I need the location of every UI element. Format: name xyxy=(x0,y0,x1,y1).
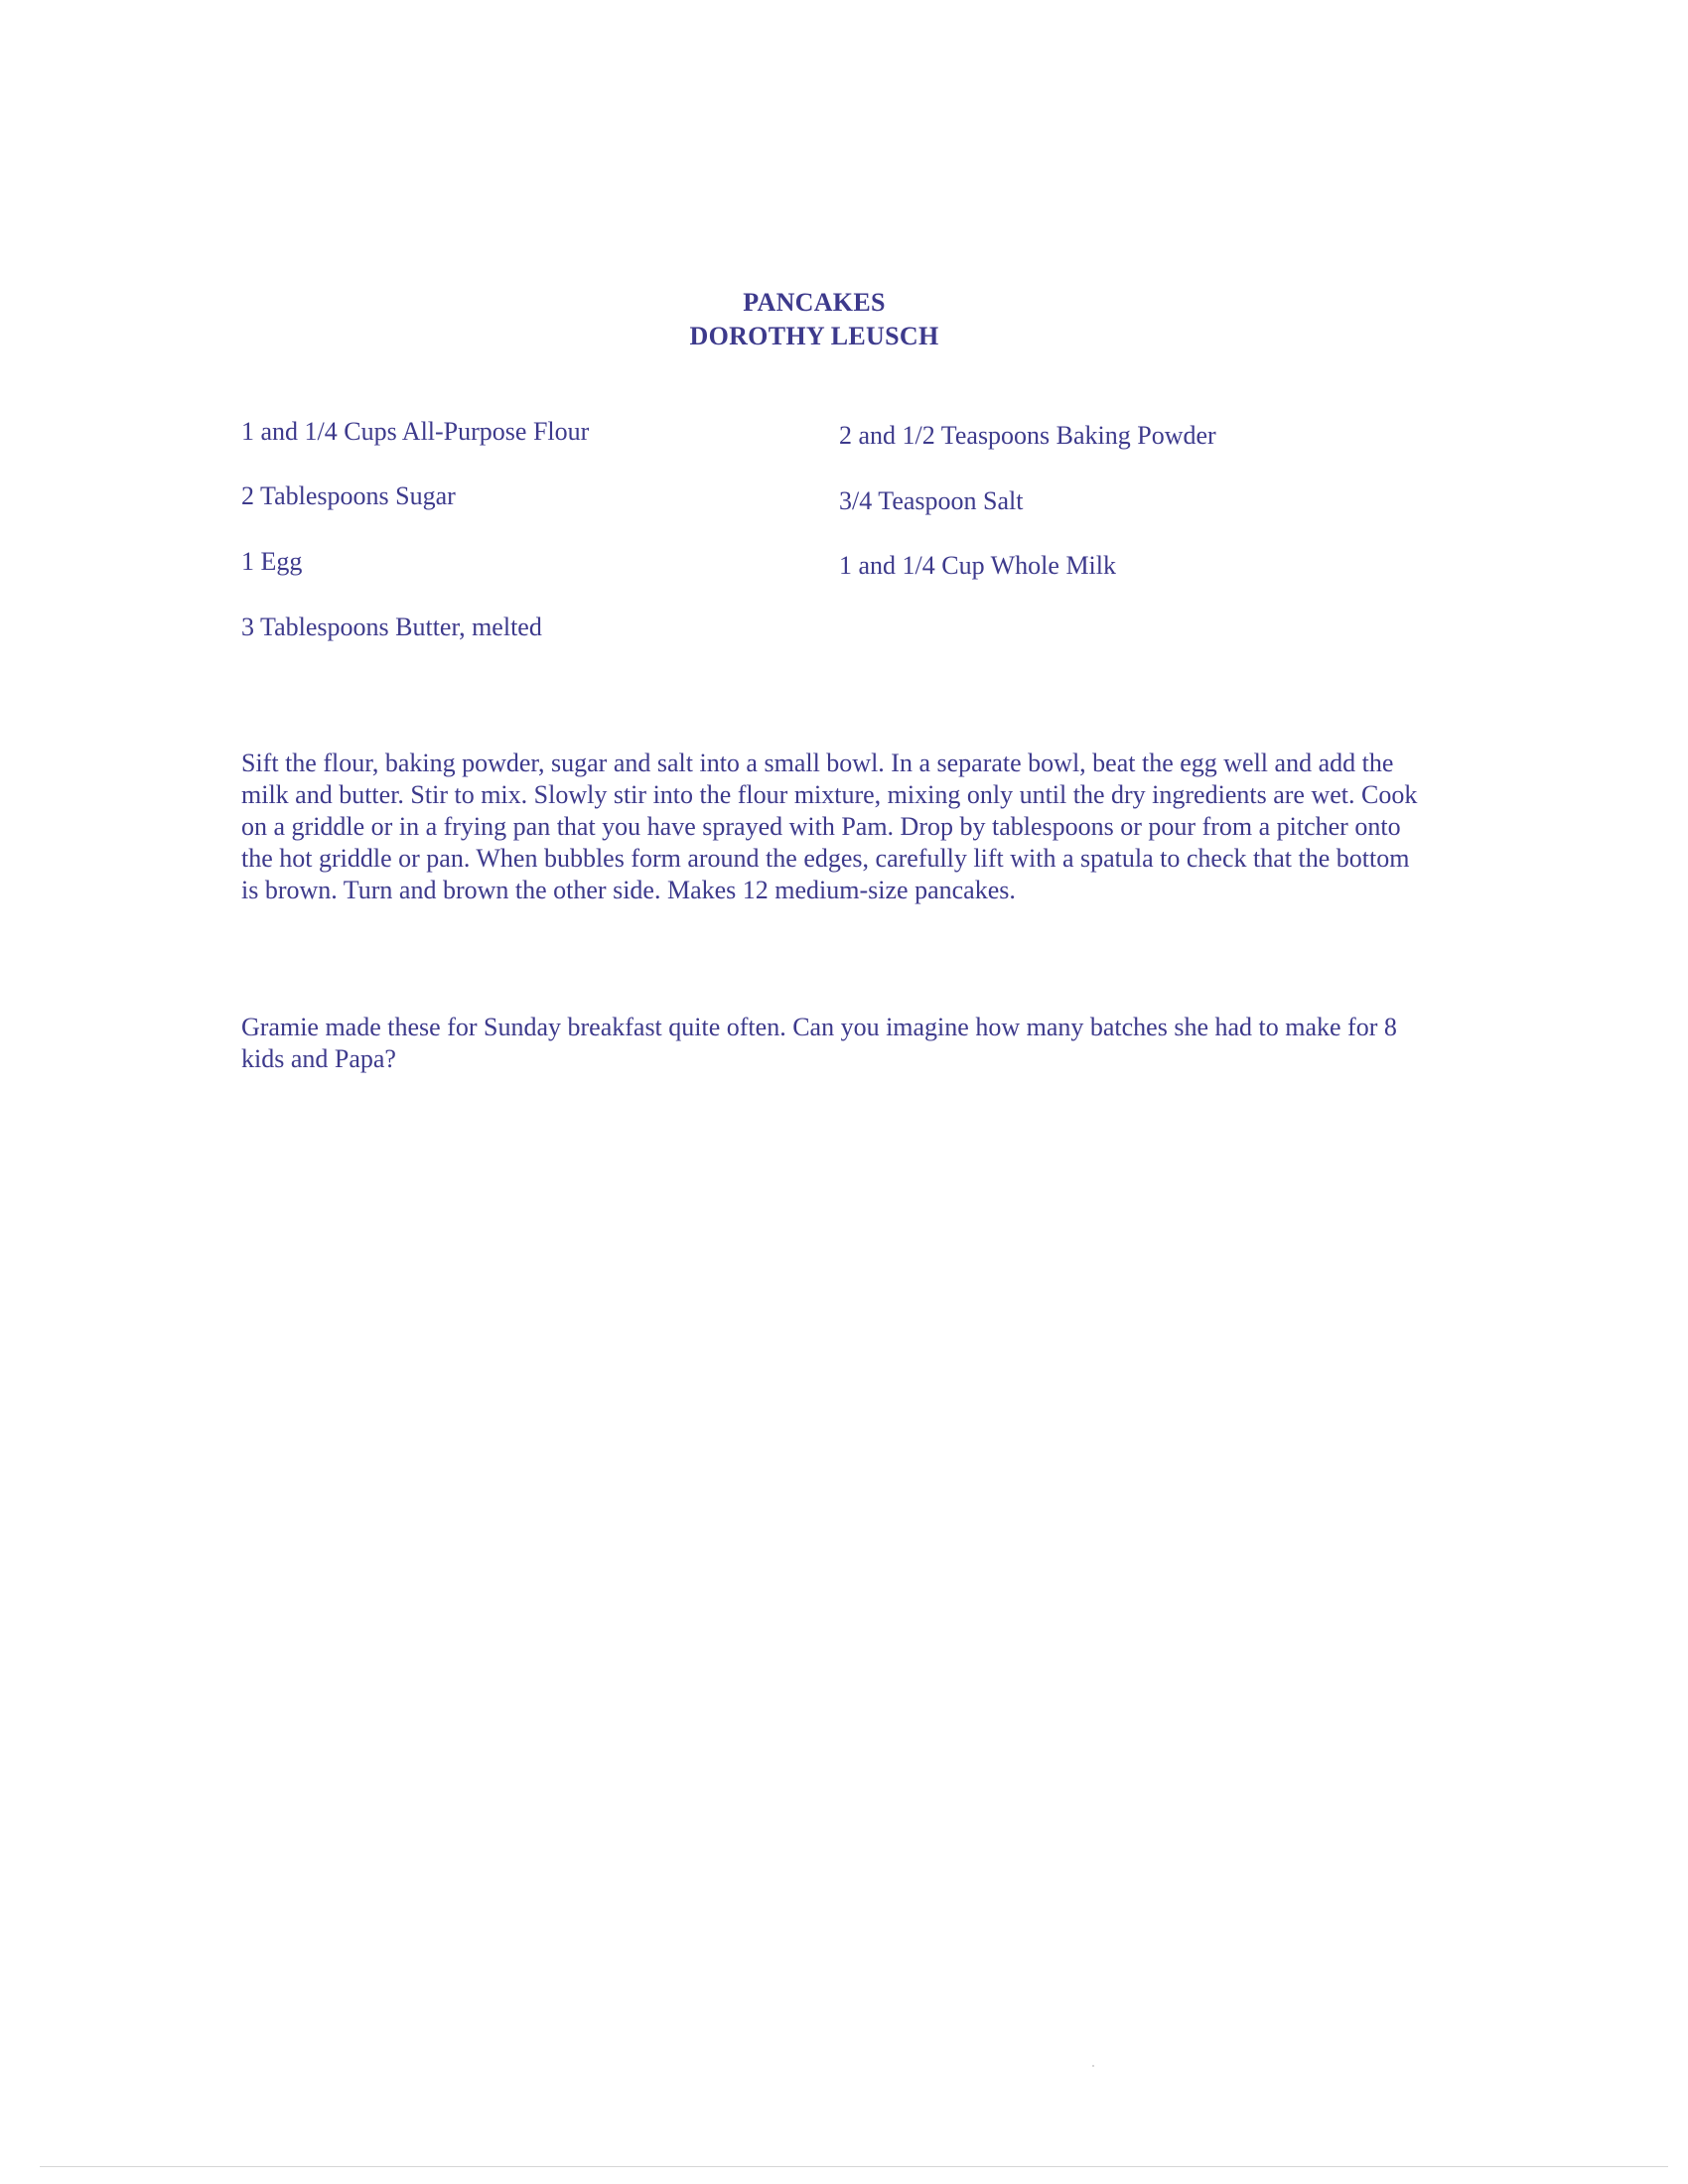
ingredient-butter: 3 Tablespoons Butter, melted xyxy=(241,613,542,641)
recipe-author: DOROTHY LEUSCH xyxy=(689,322,939,350)
ingredient-sugar: 2 Tablespoons Sugar xyxy=(241,481,456,510)
note-paragraph: Gramie made these for Sunday breakfast quite often. Can you imagine how many batches she had to make for 8 kids and Papa? xyxy=(241,1013,1397,1073)
recipe-title: PANCAKES xyxy=(743,288,886,317)
ingredient-flour: 1 and 1/4 Cups All-Purpose Flour xyxy=(241,417,590,446)
scan-edge-line xyxy=(40,2166,1668,2167)
ingredient-milk: 1 and 1/4 Cup Whole Milk xyxy=(839,551,1117,580)
instructions-paragraph: Sift the flour, baking powder, sugar and salt into a small bowl. In a separate bowl, beat the egg well and add the milk and butter. Stir to mix. Slowly stir into the flour mixture, mixing only until the dry ingredients are wet. Cook on a griddle or in a frying pan that you have sprayed with Pam. Drop by tablespoons or pour from a pitcher onto the hot griddle or pan. When bubbles form around the edges, carefully lift with a spatula to check that the bottom is brown. Turn and brown the other side. Makes 12 medium-size pancakes. xyxy=(241,749,1418,904)
title-block xyxy=(0,286,1628,353)
ingredient-baking-powder: 2 and 1/2 Teaspoons Baking Powder xyxy=(839,421,1216,450)
ingredient-salt: 3/4 Teaspoon Salt xyxy=(839,486,1024,515)
scan-speck xyxy=(1092,2065,1094,2067)
ingredient-egg: 1 Egg xyxy=(241,547,303,576)
